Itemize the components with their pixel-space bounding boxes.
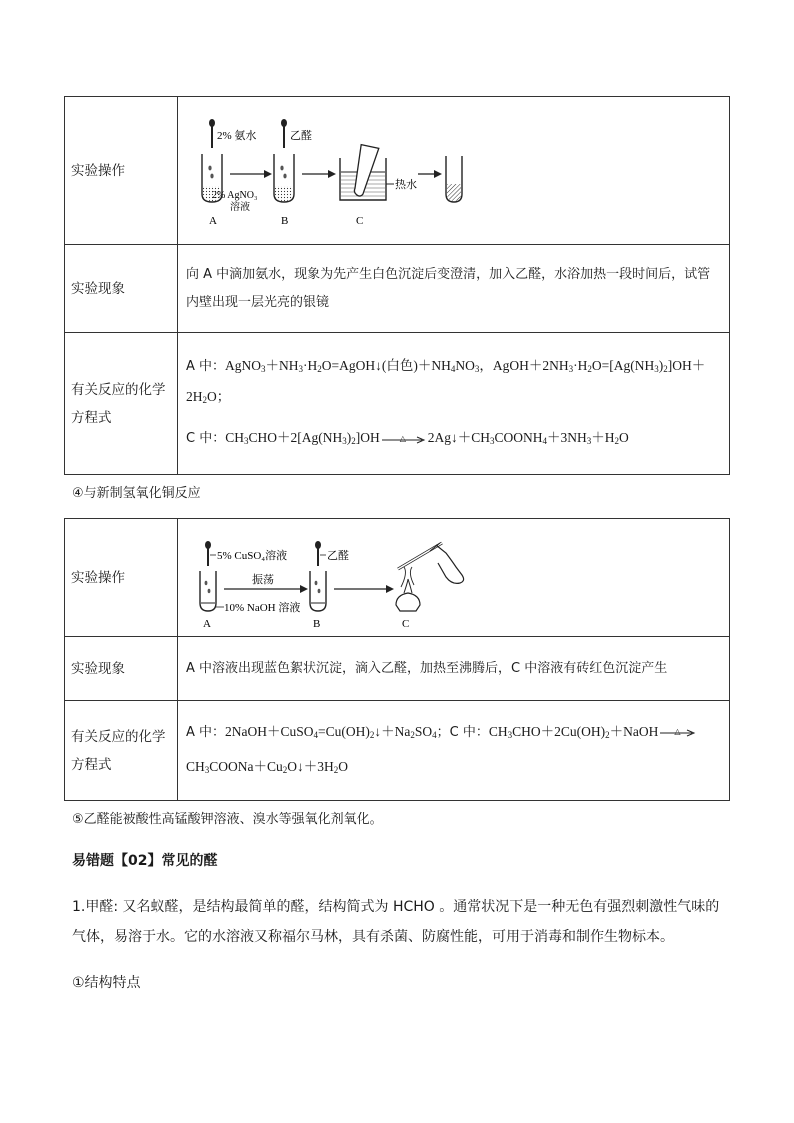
dropper-icon bbox=[205, 541, 211, 566]
label-b: B bbox=[281, 214, 289, 227]
copper-hydroxide-diagram bbox=[190, 523, 480, 633]
test-tube-a-icon bbox=[200, 571, 216, 611]
eq-c-prefix: C 中： bbox=[186, 431, 226, 446]
alcohol-lamp-heating-icon bbox=[396, 543, 464, 611]
reagent-b-label: 乙醛 bbox=[327, 549, 349, 562]
equations-cell bbox=[178, 701, 730, 801]
silver-mirror-tube-icon bbox=[446, 156, 462, 202]
subheading-structure: ①结构特点 bbox=[72, 975, 141, 991]
shake-label: 振荡 bbox=[252, 573, 274, 586]
label-c: C bbox=[356, 214, 364, 227]
silver-mirror-diagram bbox=[190, 106, 470, 236]
dropper-icon bbox=[281, 119, 287, 148]
silver-mirror-table bbox=[64, 96, 730, 475]
solution-a2-label: 溶液 bbox=[230, 201, 250, 213]
eq-a-prefix: A 中： bbox=[186, 724, 226, 740]
hot-water-label: 热水 bbox=[395, 178, 417, 191]
row-label-operation: 实验操作 bbox=[65, 97, 178, 245]
heat-arrow-icon: △ bbox=[382, 433, 426, 445]
phenomenon-text: A 中溶液出现蓝色絮状沉淀，滴入乙醛，加热至沸腾后，C 中溶液有砖红色沉淀产生 bbox=[178, 637, 730, 701]
row-label-phenomenon: 实验现象 bbox=[65, 245, 178, 333]
label-b: B bbox=[313, 617, 321, 630]
arrow-icon bbox=[418, 170, 442, 178]
water-bath-beaker-icon bbox=[340, 144, 394, 199]
reagent-b-label: 乙醛 bbox=[290, 129, 312, 142]
equation-a-cont: $2H_2O$； bbox=[186, 389, 231, 405]
arrow-icon bbox=[302, 170, 336, 178]
heat-arrow-icon: △ bbox=[660, 726, 696, 738]
label-a: A bbox=[203, 617, 211, 630]
caption-4: ④与新制氢氧化铜反应 bbox=[72, 486, 201, 501]
dropper-icon bbox=[315, 541, 321, 566]
equation-c: $CH_3CHO+2[Ag(NH_3)_2]OH$ △ $2Ag↓+CH_3COONH_4+3NH_3+H_2O$ bbox=[225, 430, 629, 446]
reagent-a-label: 2% 氨水 bbox=[217, 129, 257, 142]
dropper-icon bbox=[209, 119, 215, 148]
section-heading: 易错题【02】常见的醛 bbox=[72, 853, 218, 869]
equation-a: $2NaOH+CuSO_4=Cu(OH)_2↓+Na_2SO_4$ bbox=[225, 723, 437, 740]
paragraph-formaldehyde: 1.甲醛: 又名蚁醛，是结构最简单的醛，结构简式为 HCHO 。通常状况下是一种无色有强烈刺激性气味的气体，易溶于水。它的水溶液又称福尔马林，具有杀菌、防腐性能，可用于消毒和制作生物标本。 bbox=[72, 899, 720, 945]
phenomenon-text: 向 A 中滴加氨水，现象为先产生白色沉淀后变澄清，加入乙醛，水浴加热一段时间后，试管内壁出现一层光亮的银镜 bbox=[178, 245, 730, 333]
arrow-icon bbox=[230, 170, 272, 178]
row-label-equations: 有关反应的化学方程式 bbox=[65, 701, 178, 801]
equations-cell bbox=[178, 333, 730, 475]
label-a: A bbox=[209, 214, 217, 227]
test-tube-b-icon bbox=[274, 154, 294, 202]
copper-hydroxide-table bbox=[64, 518, 730, 801]
arrow-icon bbox=[334, 585, 394, 593]
note-5: ⑤乙醛能被酸性高锰酸钾溶液、溴水等强氧化剂氧化。 bbox=[72, 812, 383, 827]
test-tube-b-icon bbox=[310, 571, 326, 611]
equation-c: $CH_3CHO+2Cu(OH)_2+NaOH$ △ bbox=[489, 724, 699, 739]
equation-c-cont: $CH_3COONa+Cu_2O↓+3H_2O$ bbox=[186, 758, 349, 775]
equation-a: $AgNO_3+NH_3\cdot H_2O=AgOH↓$(白色)$+NH_4NO_3$，$AgOH+2NH_3\cdot H_2O=[Ag(NH_3)_2]OH+$ bbox=[225, 358, 706, 374]
arrow-icon bbox=[224, 585, 308, 593]
label-c: C bbox=[402, 617, 410, 630]
row-label-equations: 有关反应的化学方程式 bbox=[65, 333, 178, 475]
row-label-phenomenon: 实验现象 bbox=[65, 637, 178, 701]
diagram-cell bbox=[178, 519, 730, 637]
solution-a-label: 2% AgNO₃ bbox=[212, 189, 258, 201]
diagram-cell bbox=[178, 97, 730, 245]
eq-c-prefix: ；C 中： bbox=[436, 724, 489, 740]
reagent-a-label: 5% CuSO₄溶液 bbox=[217, 549, 288, 562]
row-label-operation: 实验操作 bbox=[65, 519, 178, 637]
naoh-label: 10% NaOH 溶液 bbox=[224, 601, 301, 614]
eq-a-prefix: A 中： bbox=[186, 359, 226, 374]
